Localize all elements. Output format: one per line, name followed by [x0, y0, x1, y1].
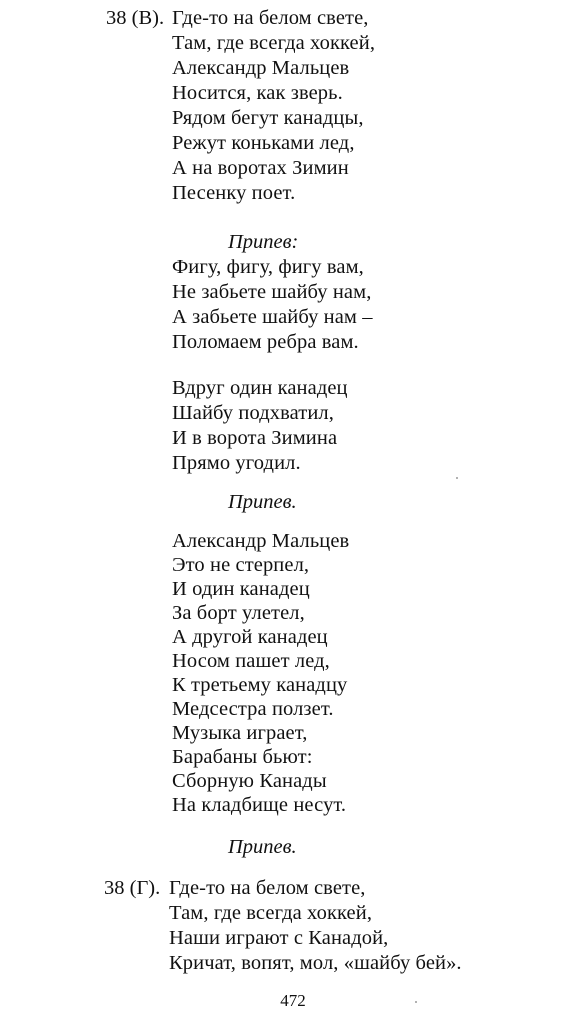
stanza-3-line-3: И один канадец — [172, 578, 310, 600]
verse-number-b: 38 (В). — [106, 7, 165, 29]
stanza-3-line-6: Носом пашет лед, — [172, 650, 330, 672]
verse-b-line-8: Песенку поет. — [172, 182, 296, 204]
stanza-2-line-2: Шайбу подхватил, — [172, 402, 334, 424]
refrain-marker-2: Припев. — [228, 836, 297, 858]
stanza-2-line-3: И в ворота Зимина — [172, 427, 338, 449]
scan-speck — [456, 477, 458, 479]
stanza-3-line-5: А другой канадец — [172, 626, 328, 648]
chorus-line-1: Фигу, фигу, фигу вам, — [172, 256, 364, 278]
stanza-3-line-9: Музыка играет, — [172, 722, 308, 744]
stanza-2-line-1: Вдруг один канадец — [172, 377, 348, 399]
page-number: 472 — [280, 991, 306, 1010]
verse-b-line-7: А на воротах Зимин — [172, 157, 349, 179]
verse-g-line-3: Наши играют с Канадой, — [169, 927, 389, 949]
verse-b-line-1: Где-то на белом свете, — [172, 7, 369, 29]
scan-speck — [415, 1001, 417, 1003]
stanza-2-line-4: Прямо угодил. — [172, 452, 301, 474]
verse-b-line-2: Там, где всегда хоккей, — [172, 32, 376, 54]
stanza-3-line-8: Медсестра ползет. — [172, 698, 334, 720]
verse-number-g: 38 (Г). — [104, 877, 161, 899]
stanza-3-line-4: За борт улетел, — [172, 602, 305, 624]
stanza-3-line-1: Александр Мальцев — [172, 530, 350, 552]
stanza-3-line-11: Сборную Канады — [172, 770, 327, 792]
chorus-line-2: Не забьете шайбу нам, — [172, 281, 372, 303]
verse-b-line-4: Носится, как зверь. — [172, 82, 343, 104]
verse-b-line-5: Рядом бегут канадцы, — [172, 107, 364, 129]
stanza-3-line-2: Это не стерпел, — [172, 554, 310, 576]
verse-g-line-1: Где-то на белом свете, — [169, 877, 366, 899]
chorus-heading: Припев: — [228, 231, 299, 253]
refrain-marker-1: Припев. — [228, 491, 297, 513]
stanza-3-line-10: Барабаны бьют: — [172, 746, 313, 768]
stanza-3-line-7: К третьему канадцу — [172, 674, 348, 696]
stanza-3-line-12: На кладбище несут. — [172, 794, 347, 816]
verse-g-line-2: Там, где всегда хоккей, — [169, 902, 373, 924]
chorus-line-3: А забьете шайбу нам – — [172, 306, 373, 328]
chorus-line-4: Поломаем ребра вам. — [172, 331, 359, 353]
verse-b-line-6: Режут коньками лед, — [172, 132, 355, 154]
verse-g-line-4: Кричат, вопят, мол, «шайбу бей». — [169, 952, 462, 974]
verse-b-line-3: Александр Мальцев — [172, 57, 350, 79]
